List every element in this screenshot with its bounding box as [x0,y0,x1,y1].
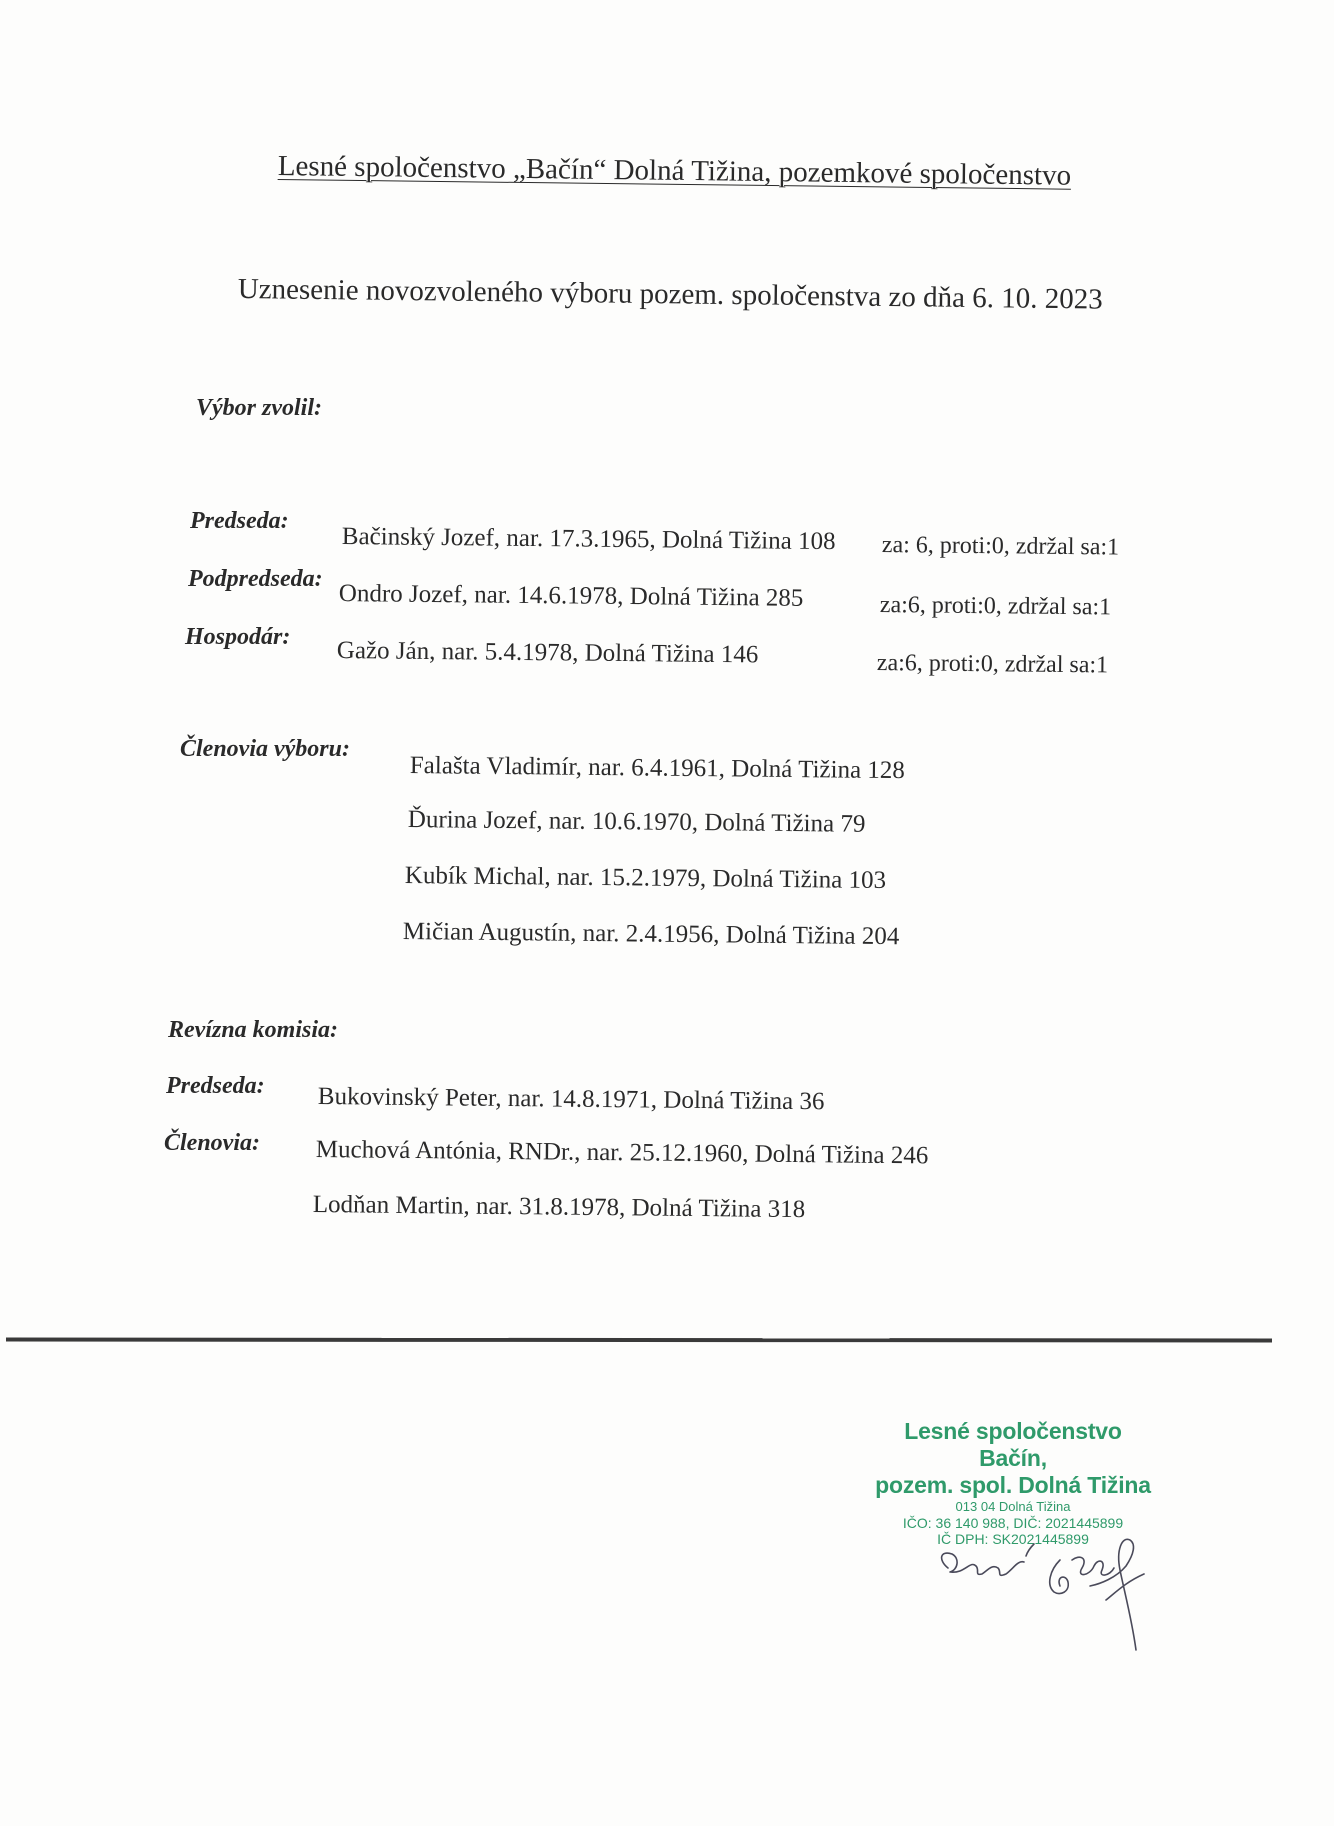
committee-member: Mičian Augustín, nar. 2.4.1956, Dolná Tižina 204 [402,918,900,951]
audit-member: Lodňan Martin, nar. 31.8.1978, Dolná Tižina 318 [312,1191,806,1224]
stamp-line: 013 04 Dolná Tižina [955,1499,1071,1514]
committee-member: Ďurina Jozef, nar. 10.6.1970, Dolná Tižina 79 [407,806,866,838]
stamp-line: IČO: 36 140 988, DIČ: 2021445899 [902,1515,1124,1531]
committee-member: Falašta Vladimír, nar. 6.4.1961, Dolná Tižina 128 [409,752,906,785]
steward-vote: za:6, proti:0, zdržal sa:1 [876,650,1109,679]
vice-chairman-label: Podpredseda: [188,566,323,592]
document-title: Lesné spoločenstvo „Bačín“ Dolná Tižina, pozemkové spoločenstvo [277,150,1072,192]
audit-chair-label: Predseda: [166,1073,265,1099]
organization-stamp [868,1418,1158,1547]
handwritten-signature [930,1530,1170,1660]
vice-chairman-name: Ondro Jozef, nar. 14.6.1978, Dolná Tižina 285 [338,580,804,612]
audit-members-label: Členovia: [164,1130,260,1156]
committee-member: Kubík Michal, nar. 15.2.1979, Dolná Tižina 103 [404,862,887,895]
chairman-label: Predseda: [190,508,289,534]
audit-member: Muchová Antónia, RNDr., nar. 25.12.1960, Dolná Tižina 246 [315,1136,929,1170]
stamp-line: Lesné spoločenstvo Bačín, [904,1418,1122,1471]
audit-committee-heading: Revízna komisia: [168,1017,339,1043]
committee-members-label: Členovia výboru: [180,736,350,762]
chairman-vote: za: 6, proti:0, zdržal sa:1 [881,532,1120,561]
committee-elected-heading: Výbor zvolil: [196,395,322,421]
stamp-line: IČ DPH: SK2021445899 [937,1531,1089,1547]
resolution-subtitle: Uznesenie novozvoleného výboru pozem. spoločenstva zo dňa 6. 10. 2023 [237,273,1103,316]
stamp-line: pozem. spol. Dolná Tižina [875,1472,1151,1498]
steward-label: Hospodár: [185,624,291,650]
chairman-name: Bačinský Jozef, nar. 17.3.1965, Dolná Tižina 108 [341,523,836,556]
horizontal-divider [6,1338,1272,1343]
audit-chair-name: Bukovinský Peter, nar. 14.8.1971, Dolná Tižina 36 [317,1083,825,1116]
vice-chairman-vote: za:6, proti:0, zdržal sa:1 [879,592,1112,621]
steward-name: Gažo Ján, nar. 5.4.1978, Dolná Tižina 146 [336,637,759,669]
